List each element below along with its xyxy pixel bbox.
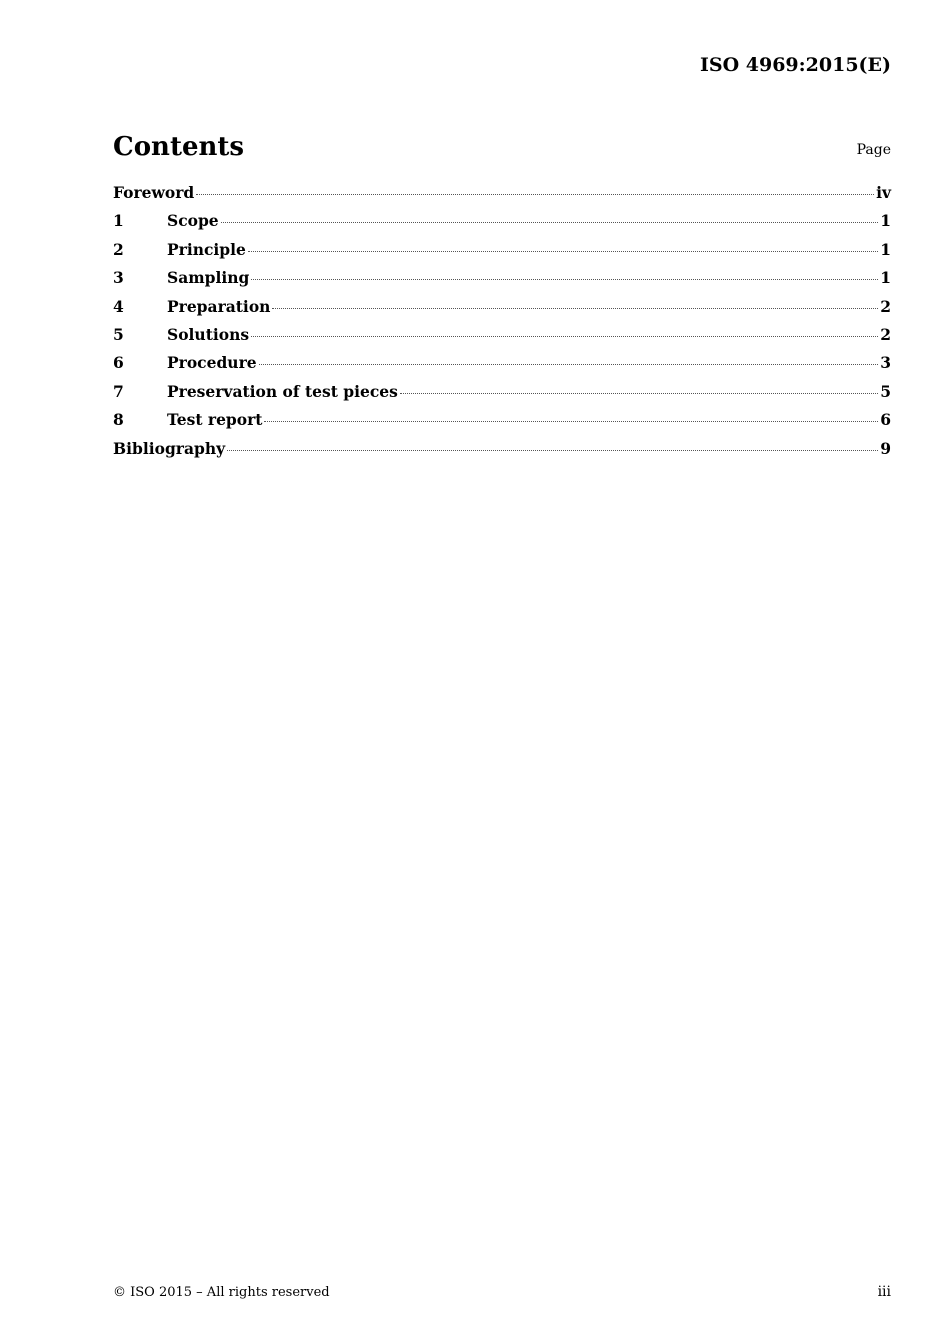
- toc-entry-foreword[interactable]: [113, 183, 891, 211]
- toc-entry-title: Foreword: [113, 183, 195, 202]
- toc-entry-page: 1: [880, 268, 891, 288]
- toc-entry-page: 6: [880, 410, 891, 430]
- footer-page-number: iii: [877, 1284, 891, 1300]
- toc-entry-page: 5: [880, 381, 891, 401]
- toc-dot-leader: [259, 364, 879, 365]
- toc-entry-number: 4: [113, 296, 124, 316]
- toc-entry-number: 7: [113, 381, 124, 401]
- toc-entry-title: Scope: [167, 211, 219, 231]
- contents-heading: Contents: [113, 132, 245, 162]
- toc-entry-page: iv: [876, 183, 891, 202]
- toc-entry-title: Preservation of test pieces: [167, 381, 398, 401]
- toc-entry-title: Test report: [167, 410, 263, 430]
- toc-entry-page: 3: [880, 353, 891, 373]
- toc-dot-leader: [251, 279, 878, 280]
- toc-dot-leader: [248, 251, 878, 252]
- toc-entry-title: Bibliography: [113, 438, 226, 458]
- toc-entry-bibliography[interactable]: [113, 439, 891, 467]
- toc-entry-title: Preparation: [167, 296, 271, 316]
- toc-dot-leader: [264, 421, 878, 422]
- page-column-label: Page: [856, 142, 891, 158]
- toc-entry-page: 1: [880, 239, 891, 259]
- toc-entry-number: 6: [113, 353, 124, 373]
- toc-entry-title: Procedure: [167, 353, 257, 373]
- toc-entry-number: 1: [113, 211, 124, 231]
- toc-dot-leader: [221, 222, 879, 223]
- toc-entry-preparation[interactable]: [113, 297, 891, 325]
- toc-entry-procedure[interactable]: [113, 353, 891, 381]
- toc-entry-principle[interactable]: [113, 240, 891, 268]
- toc-dot-leader: [400, 393, 878, 394]
- toc-entry-sampling[interactable]: [113, 268, 891, 296]
- toc-entry-solutions[interactable]: [113, 325, 891, 353]
- toc-dot-leader: [272, 308, 878, 309]
- toc-entry-title: Solutions: [167, 324, 250, 344]
- toc-entry-page: 1: [880, 211, 891, 231]
- toc-entry-test-report[interactable]: [113, 410, 891, 438]
- toc-entry-number: 8: [113, 410, 124, 430]
- document-identifier: ISO 4969:2015(E): [699, 54, 891, 76]
- table-of-contents: [113, 183, 891, 467]
- toc-entry-preservation-of-test-pieces[interactable]: [113, 382, 891, 410]
- toc-entry-page: 2: [880, 296, 891, 316]
- toc-dot-leader: [227, 450, 878, 451]
- toc-entry-number: 2: [113, 239, 124, 259]
- toc-entry-page: 2: [880, 324, 891, 344]
- footer-copyright: © ISO 2015 – All rights reserved: [113, 1285, 330, 1300]
- toc-entry-page: 9: [880, 438, 891, 458]
- toc-entry-number: 5: [113, 324, 124, 344]
- toc-entry-title: Principle: [167, 239, 246, 259]
- toc-entry-scope[interactable]: [113, 211, 891, 239]
- toc-dot-leader: [196, 194, 874, 195]
- toc-entry-title: Sampling: [167, 268, 250, 288]
- toc-dot-leader: [251, 336, 878, 337]
- toc-entry-number: 3: [113, 268, 124, 288]
